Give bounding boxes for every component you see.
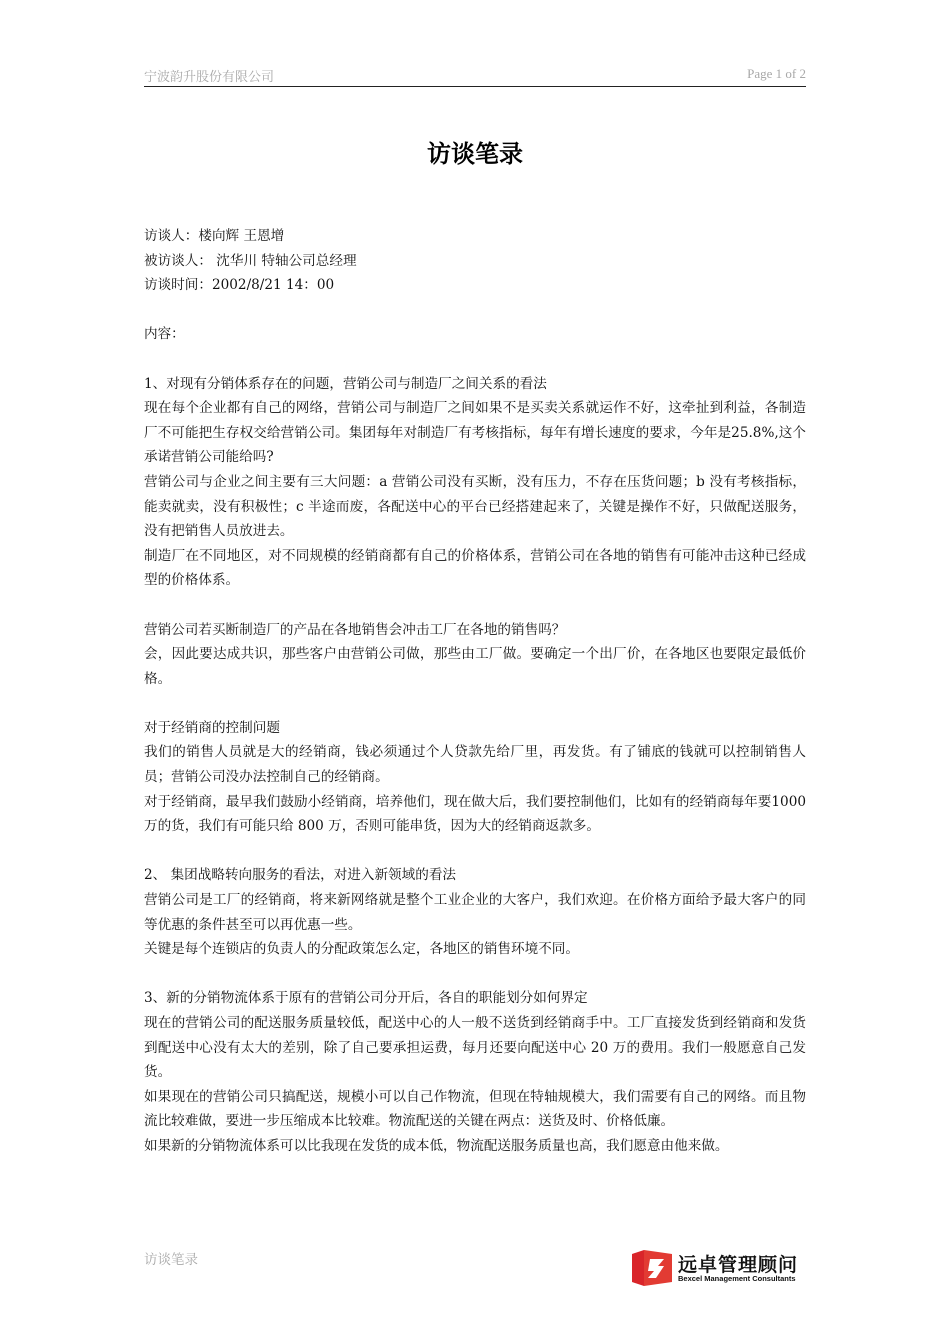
header-company: 宁波韵升股份有限公司 [144, 70, 275, 85]
paragraph: 对于经销商，最早我们鼓励小经销商，培养他们，现在做大后，我们要控制他们，比如有的经销商每年要1000 万的货，我们有可能只给 800 万，否则可能串货，因为大的经销商返款多。 [144, 793, 806, 835]
spacer [144, 347, 806, 372]
spacer [144, 962, 806, 987]
section-heading-2: 2、 集团战略转向服务的看法，对进入新领域的看法 [144, 867, 457, 884]
spacer [144, 691, 806, 716]
page-header [144, 66, 806, 87]
paragraph: 关键是每个连锁店的负责人的分配政策怎么定，各地区的销售环境不同。 [144, 941, 579, 958]
paragraph: 营销公司与企业之间主要有三大问题：a 营销公司没有买断，没有压力，不存在压货问题；b 没有考核指标，能卖就卖，没有积极性；c 半途而废，各配送中心的平台已经搭建起来了，关键是操作不好，只做配送服务，没有把销售人员放进去。 [144, 473, 806, 540]
spacer [144, 593, 806, 618]
paragraph: 会，因此要达成共识，那些客户由营销公司做，那些由工厂做。要确定一个出厂价，在各地区也要限定最低价格。 [144, 646, 806, 687]
logo-english-name: Bexcel Management Consultants [678, 1274, 796, 1283]
paragraph: 我们的销售人员就是大的经销商，钱必须通过个人贷款先给厂里，再发货。有了铺底的钱就可以控制销售人员；营销公司没办法控制自己的经销商。 [144, 744, 806, 786]
subheading: 对于经销商的控制问题 [144, 719, 280, 736]
question: 营销公司若买断制造厂的产品在各地销售会冲击工厂在各地的销售吗？ [144, 621, 566, 638]
logo-chinese-name: 远卓管理顾问 [678, 1254, 799, 1276]
content-label: 内容： [144, 326, 185, 343]
document-body [144, 224, 806, 1159]
company-logo [630, 1250, 810, 1288]
paragraph: 营销公司是工厂的经销商，将来新网络就是整个工业企业的大客户，我们欢迎。在价格方面给予最大客户的同等优惠的条件甚至可以再优惠一些。 [144, 892, 806, 933]
spacer [144, 839, 806, 864]
logo-mark-icon [630, 1250, 674, 1286]
section-heading-3: 3、新的分销物流体系于原有的营销公司分开后，各自的职能划分如何界定 [144, 990, 588, 1007]
section-heading-1: 1、对现有分销体系存在的问题，营销公司与制造厂之间关系的看法 [144, 375, 547, 392]
meta-time: 访谈时间：2002/8/21 14：00 [144, 277, 335, 294]
meta-interviewer: 访谈人：楼向辉 王恩增 [144, 228, 285, 244]
spacer [144, 298, 806, 323]
meta-interviewee: 被访谈人： 沈华川 特轴公司总经理 [144, 252, 357, 269]
footer-doc-name: 访谈笔录 [144, 1252, 198, 1268]
paragraph: 制造厂在不同地区，对不同规模的经销商都有自己的价格体系，营销公司在各地的销售有可能冲击这种已经成型的价格体系。 [144, 547, 806, 589]
paragraph: 如果现在的营销公司只搞配送，规模小可以自己作物流，但现在特轴规模大，我们需要有自己的网络。而且物流比较难做，要进一步压缩成本比较难。物流配送的关键在两点：送货及时、价格低廉。 [144, 1088, 806, 1130]
document-title: 访谈笔录 [427, 140, 523, 168]
paragraph: 现在的营销公司的配送服务质量较低，配送中心的人一般不送货到经销商手中。工厂直接发货到经销商和发货到配送中心没有太大的差别，除了自己要承担运费，每月还要向配送中心 20 万的费用。我们一般愿意自己发货。 [144, 1015, 806, 1081]
paragraph: 现在每个企业都有自己的网络，营销公司与制造厂之间如果不是买卖关系就运作不好，这牵扯到利益，各制造厂不可能把生存权交给营销公司。集团每年对制造厂有考核指标，每年有增长速度的要求，今年是25.8%,这个承诺营销公司能给吗? [144, 400, 806, 466]
header-page-indicator: Page 1 of 2 [747, 66, 806, 81]
paragraph: 如果新的分销物流体系可以比我现在发货的成本低，物流配送服务质量也高，我们愿意由他来做。 [144, 1137, 729, 1154]
